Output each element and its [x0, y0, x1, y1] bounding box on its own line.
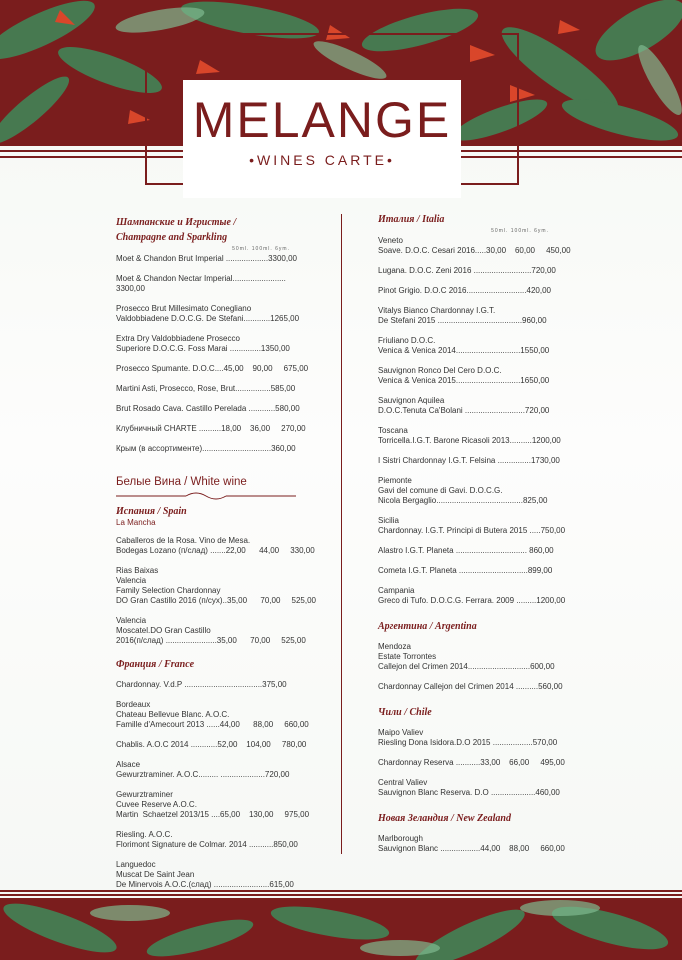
left-column	[116, 214, 316, 900]
ornament-divider	[116, 492, 296, 500]
wine-item: Veneto Soave. D.O.C. Cesari 2016.....30,00 60,00 450,00	[378, 236, 571, 255]
italy-list	[378, 236, 571, 606]
logo	[183, 80, 461, 198]
wine-item: Sauvignon Aquilea D.O.C.Tenuta Ca'Bolani ...........................720,00	[378, 396, 550, 415]
wine-item: Friuliano D.O.C. Venica & Venica 2014.............................1550,00	[378, 336, 550, 355]
new-zealand-list	[378, 834, 565, 854]
wine-item: Mendoza Estate Torrontes Callejon del Crimen 2014............................600,00	[378, 642, 555, 671]
section-title-new-zealand: Новая Зеландия / New Zealand	[378, 813, 511, 824]
wine-item: Cometa I.G.T. Planeta ...............................899,00	[378, 566, 553, 575]
tropical-leaves-bottom	[0, 898, 682, 960]
wine-item: Brut Rosado Cava. Castillo Perelada ............580,00	[116, 404, 300, 413]
wine-item: Maipo Valiev Riesling Dona Isidora.D.O 2015 ..................570,00	[378, 728, 558, 747]
wine-item: Campania Greco di Tufo. D.O.C.G. Ferrara. 2009 .........1200,00	[378, 586, 566, 605]
wine-item: Клубничный CHARTE ..........18,00 36,00 270,00	[116, 424, 306, 433]
champagne-list	[116, 254, 309, 454]
section-title-france: Франция / France	[116, 659, 195, 670]
wine-item: Moet & Chandon Nectar Imperial........................ 3300,00	[116, 274, 286, 293]
wine-item: Martini Asti, Prosecco, Rose, Brut................585,00	[116, 384, 296, 393]
wine-item: Toscana Torricella.I.G.T. Barone Ricasoli 2013..........1200,00	[378, 426, 561, 445]
wine-item: Pinot Grigio. D.O.C 2016...........................420,00	[378, 286, 551, 295]
region-la-mancha: La Mancha	[116, 518, 156, 527]
wine-item: Prosecco Brut Millesimato Conegliano Valdobbiadene D.O.C.G. De Stefani............1265,00	[116, 304, 300, 323]
chile-list	[378, 728, 565, 798]
column-headers-right: 50ml. 100ml. 6ym.	[491, 228, 549, 234]
wine-item: Riesling. A.O.C. Florimont Signature de Colmar. 2014 ...........850,00	[116, 830, 298, 849]
wine-item: Bordeaux Chateau Bellevue Blanc. A.O.C. Famille d'Amecourt 2013 ......44,00 88,00 660,00	[116, 700, 309, 729]
footer-band	[0, 898, 682, 960]
footer-stripe-1	[0, 890, 682, 892]
wine-item: Moet & Chandon Brut Imperial ...................3300,00	[116, 254, 297, 263]
right-column	[378, 214, 571, 864]
section-title-white-wine: Белые Вина / White wine	[116, 476, 247, 488]
wine-item: Marlborough Sauvignon Blanc ..................44,00 88,00 660,00	[378, 834, 565, 853]
wine-item: Chardonnay. V.d.P ...................................375,00	[116, 680, 287, 689]
footer-stripe-2	[0, 894, 682, 896]
wine-item: Alastro I.G.T. Planeta ................................ 860,00	[378, 546, 554, 555]
wine-item: Gewurztraminer Cuvee Reserve A.O.C. Martin Schaetzel 2013/15 ....65,00 130,00 975,00	[116, 790, 310, 819]
wine-item: Chardonnay Reserva ...........33,00 66,00 495,00	[378, 758, 565, 767]
brand-title: MELANGE	[192, 92, 452, 148]
spain-list	[116, 536, 316, 646]
brand-subtitle: •WINES CARTE•	[249, 152, 395, 168]
wine-item: Rias Baixas Valencia Family Selection Chardonnay DO Gran Castillo 2016 (п/сух)..35,00 70,00 525,00	[116, 566, 316, 605]
wine-item: Chardonnay Callejon del Crimen 2014 ..........560,00	[378, 682, 563, 691]
wine-item: I Sistri Chardonnay I.G.T. Felsina ...............1730,00	[378, 456, 560, 465]
column-headers: 50ml. 100ml. 6ym.	[232, 246, 290, 252]
wine-item: Extra Dry Valdobbiadene Prosecco Superiore D.O.C.G. Foss Marai ..............1350,00	[116, 334, 290, 353]
france-list	[116, 680, 310, 890]
wine-item: Alsace Gewurztraminer. A.O.C......... ....................720,00	[116, 760, 290, 779]
wine-item: Central Valiev Sauvignon Blanc Reserva. D.O ....................460,00	[378, 778, 560, 797]
wine-item: Piemonte Gavi del comune di Gavi. D.O.C.G. Nicola Bergaglio.......................................825,00	[378, 476, 548, 505]
wine-item: Sauvignon Ronco Del Cero D.O.C. Venica & Venica 2015.............................1650,00	[378, 366, 550, 385]
section-title-italy: Италия / Italia	[378, 214, 445, 225]
wine-item: Prosecco Spumante. D.O.C....45,00 90,00 675,00	[116, 364, 309, 373]
wine-item: Caballeros de la Rosa. Vino de Mesa. Bodegas Lozano (п/слад) .......22,00 44,00 330,00	[116, 536, 315, 555]
wine-item: Sicilia Chardonnay. I.G.T. Principi di Butera 2015 .....750,00	[378, 516, 566, 535]
section-title-champagne-en: Champagne and Sparkling	[116, 232, 228, 243]
section-title-champagne: Шампанские и Игристые /	[116, 217, 237, 228]
wine-item: Крым (в ассортименте)...............................360,00	[116, 444, 296, 453]
section-title-spain: Испания / Spain	[116, 506, 187, 517]
wine-item: Lugana. D.O.C. Zeni 2016 ..........................720,00	[378, 266, 556, 275]
section-title-chile: Чили / Chile	[378, 707, 432, 718]
wine-item: Chablis. A.O.C 2014 ............52,00 104,00 780,00	[116, 740, 307, 749]
argentina-list	[378, 642, 565, 692]
wine-item: Valencia Moscatel.DO Gran Castillo 2016(п/слад) .......................35,00 70,00 525,00	[116, 616, 306, 645]
column-divider	[341, 214, 342, 854]
wine-item: Vitalys Bianco Chardonnay I.G.T. De Stefani 2015 ......................................960,00	[378, 306, 547, 325]
wine-item: Languedoc Muscat De Saint Jean De Minervois A.O.C.(слад) .........................615,00	[116, 860, 294, 889]
section-title-argentina: Аргентина / Argentina	[378, 621, 477, 632]
